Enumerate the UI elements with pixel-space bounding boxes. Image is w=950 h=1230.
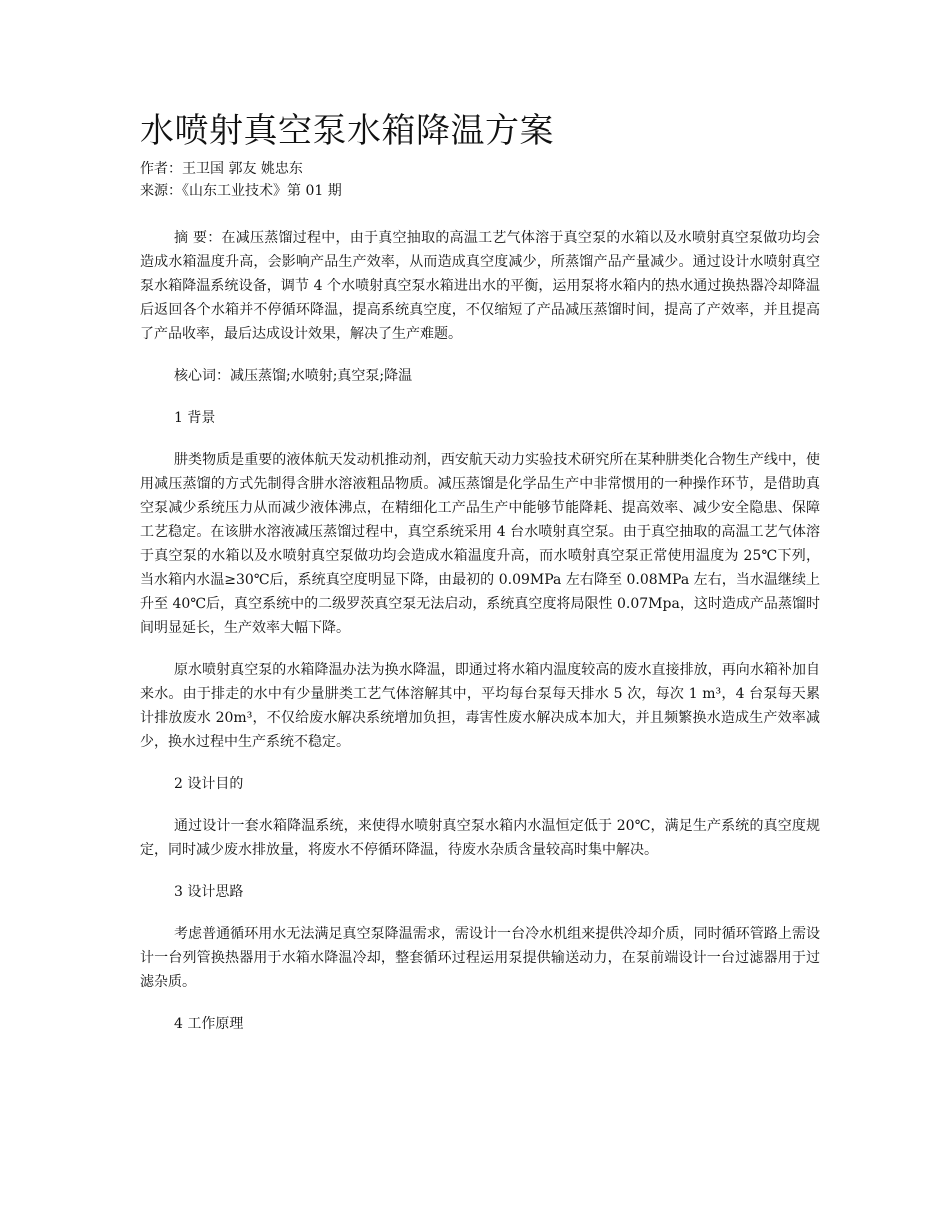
section-1-paragraph-1: 肼类物质是重要的液体航天发动机推动剂，西安航天动力实验技术研究所在某种肼类化合物生产线中，使用减压蒸馏的方式先制得含肼水溶液粗品物质。减压蒸馏是化学品生产中非常惯用的一种操作环节，是借助真空泵减少系统压力从而减少液体沸点，在精细化工产品生产中能够节能降耗、提高效率、减少安全隐患、保障工艺稳定。在该肼水溶液减压蒸馏过程中，真空系统采用 4 台水喷射真空泵。由于真空抽取的高温工艺气体溶于真空泵的水箱以及水喷射真空泵做功均会造成水箱温度升高，而水喷射真空泵正常使用温度为 25℃下列，当水箱内水温≥30℃后，系统真空度明显下降，由最初的 0.09MPa 左右降至 0.08MPa 左右，当水温继续上升至 40℃后，真空系统中的二级罗茨真空泵无法启动，系统真空度将局限性 0.07Mpa，这时造成产品蒸馏时间明显延长，生产效率大幅下降。 [140, 452, 820, 636]
source-line: 来源：《山东工业技术》第 01 期 [140, 183, 342, 199]
document-page [140, 108, 820, 1054]
section-2-paragraph-1: 通过设计一套水箱降温系统，来使得水喷射真空泵水箱内水温恒定低于 20℃，满足生产系统的真空度规定，同时减少废水排放量，将废水不停循环降温，待废水杂质含量较高时集中解决。 [140, 818, 820, 858]
author-line: 作者：王卫国 郭友 姚忠东 [140, 161, 303, 177]
section-heading-working-principle: 4 工作原理 [174, 1016, 244, 1032]
section-heading-design-idea: 3 设计思路 [174, 884, 244, 900]
abstract-paragraph: 摘 要：在减压蒸馏过程中，由于真空抽取的高温工艺气体溶于真空泵的水箱以及水喷射真空泵做功均会造成水箱温度升高，会影响产品生产效率，从而造成真空度减少，所蒸馏产品产量减少。通过设计水喷射真空泵水箱降温系统设备，调节 4 个水喷射真空泵水箱进出水的平衡，运用泵将水箱内的热水通过换热器冷却降温后返回各个水箱并不停循环降温，提高系统真空度，不仅缩短了产品减压蒸馏时间，提高了产效率，并且提高了产品收率，最后达成设计效果，解决了生产难题。 [140, 230, 820, 342]
section-heading-design-goal: 2 设计目的 [174, 776, 244, 792]
keywords-line: 核心词：减压蒸馏;水喷射;真空泵;降温 [174, 368, 413, 384]
document-title: 水喷射真空泵水箱降温方案 [140, 111, 554, 151]
document-meta [140, 158, 820, 202]
section-3-paragraph-1: 考虑普通循环用水无法满足真空泵降温需求，需设计一台冷水机组来提供冷却介质，同时循环管路上需设计一台列管换热器用于水箱水降温冷却，整套循环过程运用泵提供输送动力，在泵前端设计一台过滤器用于过滤杂质。 [140, 926, 820, 990]
section-1-paragraph-2: 原水喷射真空泵的水箱降温办法为换水降温，即通过将水箱内温度较高的废水直接排放，再向水箱补加自来水。由于排走的水中有少量肼类工艺气体溶解其中，平均每台泵每天排水 5 次，每次 1 m³，4 台泵每天累计排放废水 20m³，不仅给废水解决系统增加负担，毒害性废水解决成本加大，并且频繁换水造成生产效率减少，换水过程中生产系统不稳定。 [140, 662, 820, 750]
section-heading-background: 1 背景 [174, 410, 216, 426]
